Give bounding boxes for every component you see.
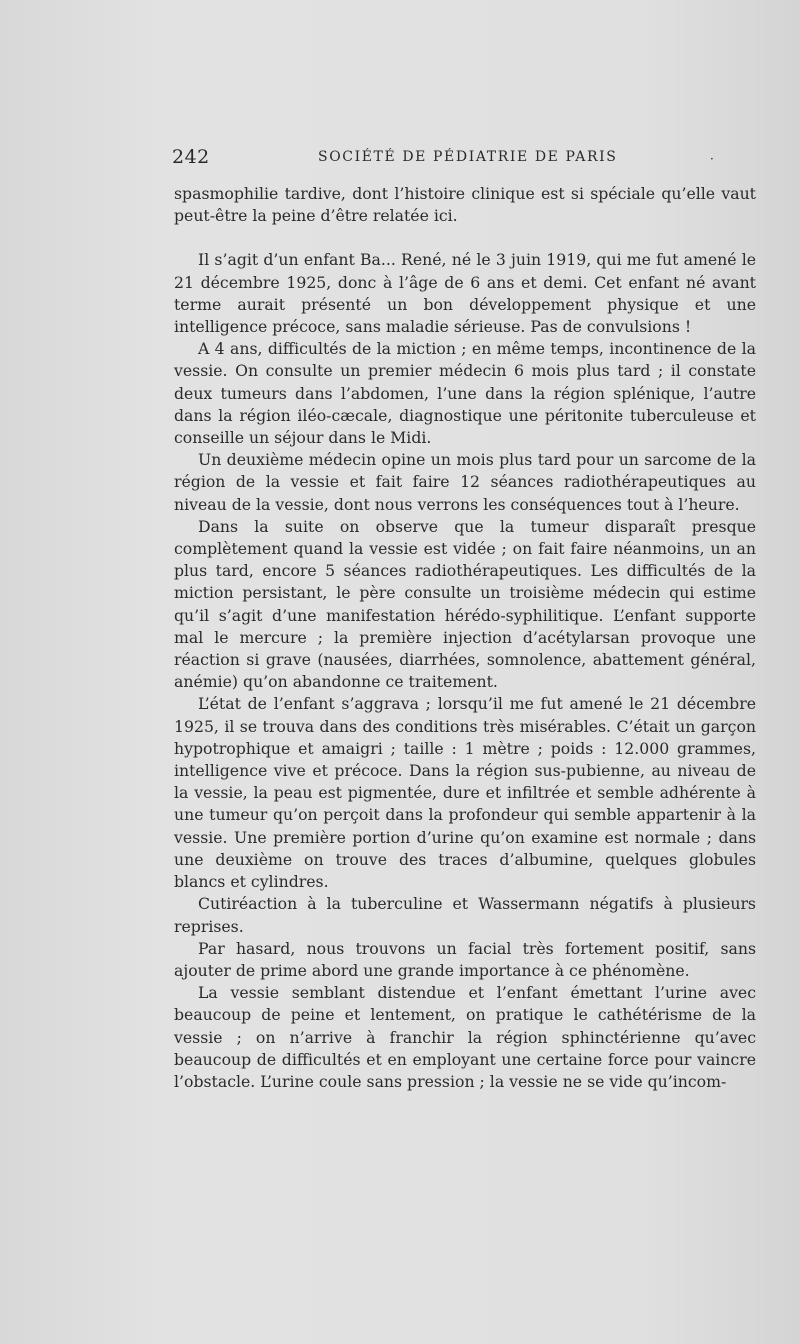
- paragraph: L’état de l’enfant s’aggrava ; lorsqu’il me fut amené le 21 décembre 1925, il se trouva dans des conditions très misérables. C’était un garçon hypotrophique et amaigri ; taille : 1 mètre ; poids : 12.000 grammes, intelligence vive et précoce. Dans la région sus-pubienne, au niveau de la vessie, la peau est pigmentée, dure et infiltrée et semble adhérente à une tumeur qu’on perçoit dans la profondeur qui semble appartenir à la vessie. Une première portion d’urine qu’on examine est normale ; dans une deuxième on trouve des traces d’albumine, quelques globules blancs et cylindres.: [174, 694, 756, 892]
- paragraph-continuation: spasmophilie tardive, dont l’histoire clinique est si spéciale qu’elle vaut peut-être la peine d’être relatée ici.: [174, 184, 756, 226]
- body-text: [174, 183, 756, 1093]
- paragraph: La vessie semblant distendue et l’enfant émettant l’urine avec beaucoup de peine et lentement, on pratique le cathétérisme de la vessie ; on n’arrive à franchir la région sphinctérienne qu’avec beaucoup de difficultés et en employant une certaine force pour vaincre l’obstacle. L’urine coule sans pression ; la vessie ne se vide qu’incom-: [174, 983, 756, 1091]
- paragraph: Dans la suite on observe que la tumeur disparaît presque complètement quand la vessie est vidée ; on fait faire néanmoins, un an plus tard, encore 5 séances radiothérapeutiques. Les difficultés de la miction persistant, le père consulte un troisième médecin qui estime qu’il s’agit d’une manifestation hérédo-syphilitique. L’enfant supporte mal le mercure ; la première injection d’acétylarsan provoque une réaction si grave (nausées, diarrhées, somnolence, abattement général, anémie) qu’on abandonne ce traitement.: [174, 516, 756, 692]
- paragraph: A 4 ans, difficultés de la miction ; en même temps, incontinence de la vessie. On consulte un premier médecin 6 mois plus tard ; il constate deux tumeurs dans l’abdomen, l’une dans la région splénique, l’autre dans la région iléo-cæcale, diagnostique une péritonite tuberculeuse et conseille un séjour dans le Midi.: [174, 339, 756, 448]
- page-number: 242: [172, 146, 210, 168]
- paragraph: Par hasard, nous trouvons un facial très fortement positif, sans ajouter de prime abord une grande importance à ce phénomène.: [174, 938, 756, 980]
- page-header: [172, 146, 732, 170]
- paragraph: Cutiréaction à la tuberculine et Wassermann négatifs à plusieurs reprises.: [174, 894, 756, 936]
- header-mark: ·: [710, 152, 714, 166]
- paragraph: Un deuxième médecin opine un mois plus tard pour un sarcome de la région de la vessie et fait faire 12 séances radiothérapeutiques au niveau de la vessie, dont nous verrons les conséquences tout à l’heure.: [174, 450, 756, 514]
- running-title: SOCIÉTÉ DE PÉDIATRIE DE PARIS: [318, 149, 618, 165]
- paragraph: Il s’agit d’un enfant Ba... René, né le 3 juin 1919, qui me fut amené le 21 décembre 1925, donc à l’âge de 6 ans et demi. Cet enfant né avant terme aurait présenté un bon développement physique et une intelligence précoce, sans maladie sérieuse. Pas de convulsions !: [174, 250, 756, 337]
